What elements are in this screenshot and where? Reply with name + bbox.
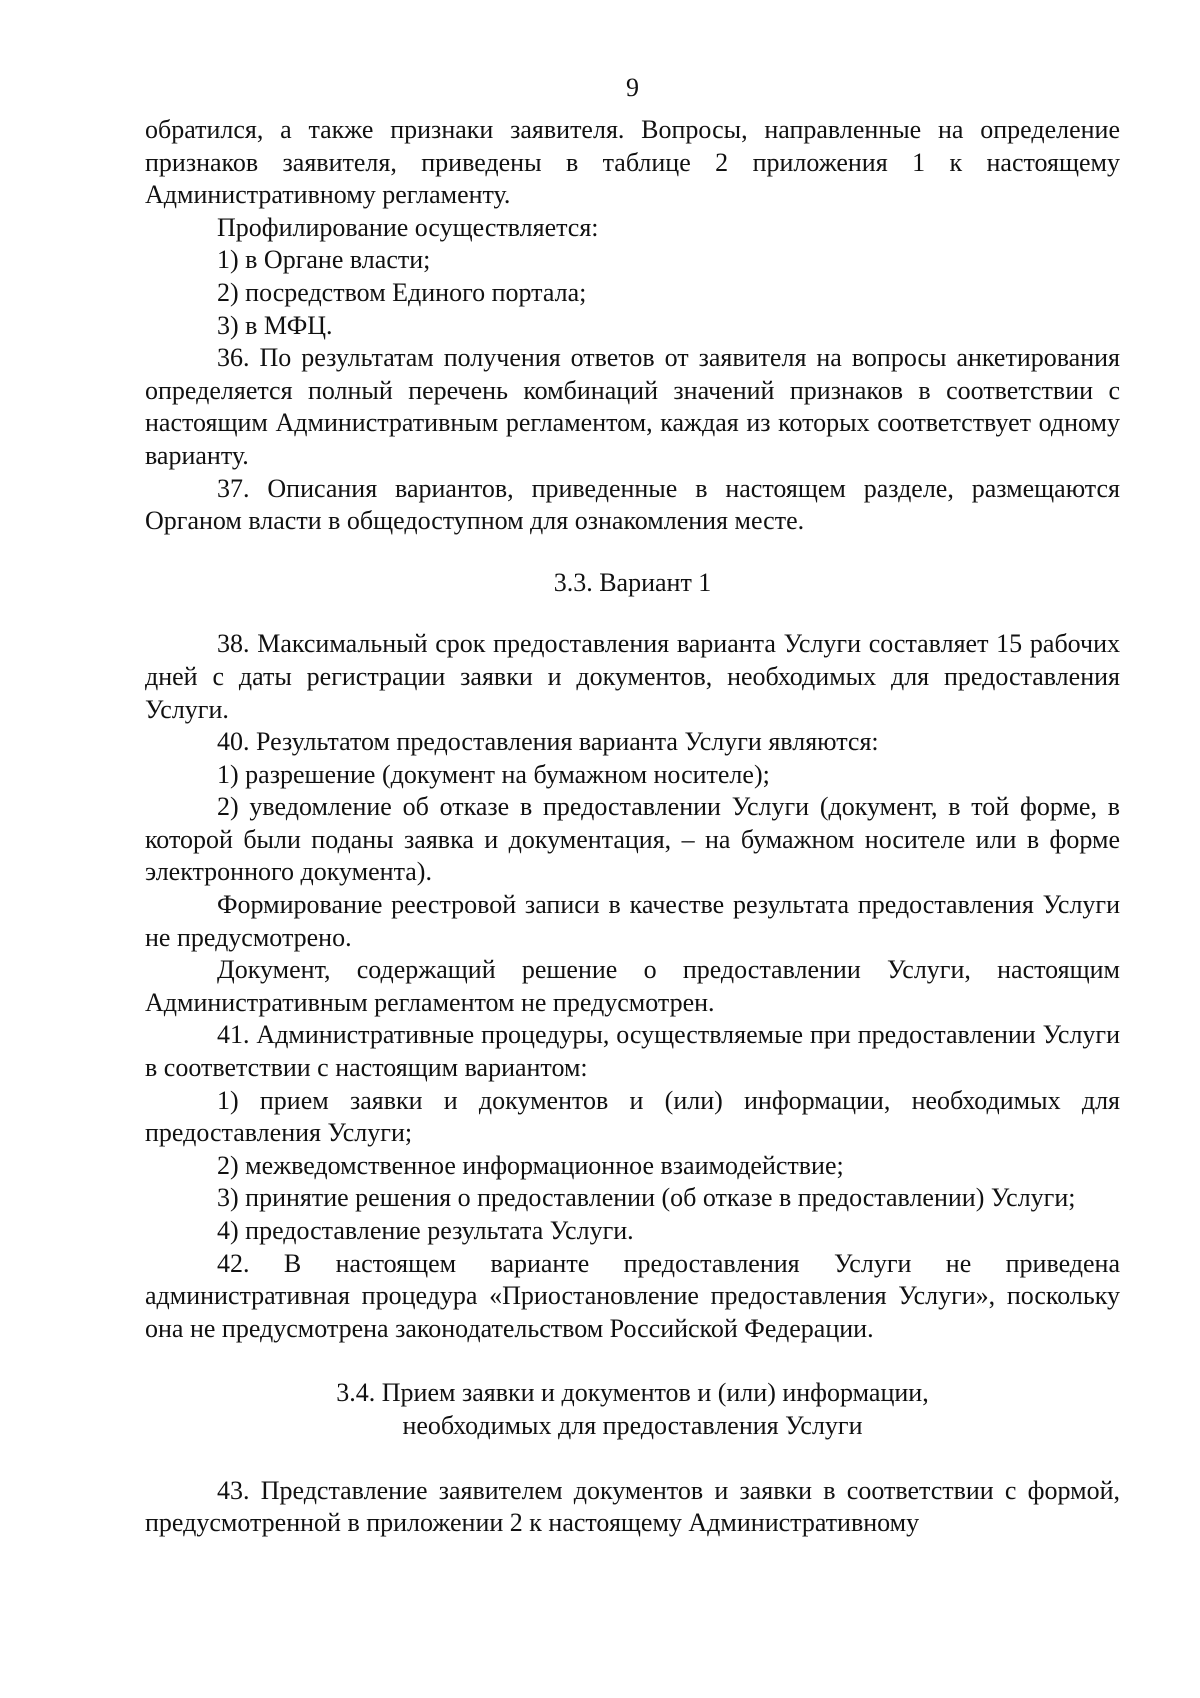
paragraph-profiling: Профилирование осуществляется: [217, 212, 599, 242]
paragraph-41: 41. Административные процедуры, осуществляемые при предоставлении Услуги в соответствии с настоящим вариантом: [145, 1020, 1120, 1083]
section-heading-3-3: 3.3. Вариант 1 [553, 567, 712, 597]
paragraph-43: 43. Представление заявителем документов и заявки в соответствии с формой, предусмотренной в приложении 2 к настоящему Административному [145, 1475, 1120, 1538]
paragraph-40: 40. Результатом предоставления варианта Услуги являются: [217, 727, 879, 757]
paragraph-42: 42. В настоящем варианте предоставления Услуги не приведена административная процедура «Приостановление предоставления Услуги», поскольку она не предусмотрена законодательством Российской Федерации. [145, 1248, 1120, 1343]
document-page [145, 70, 1120, 1540]
list-item: 3) принятие решения о предоставлении (об отказе в предоставлении) Услуги; [217, 1183, 1076, 1213]
paragraph-38: 38. Максимальный срок предоставления варианта Услуги составляет 15 рабочих дней с даты регистрации заявки и документов, необходимых для предоставления Услуги. [145, 629, 1120, 724]
list-item: 3) в МФЦ. [217, 310, 333, 340]
paragraph-decision-document: Документ, содержащий решение о предоставлении Услуги, настоящим Административным регламентом не предусмотрен. [145, 955, 1120, 1017]
paragraph-36: 36. По результатам получения ответов от заявителя на вопросы анкетирования определяется полный перечень комбинаций значений признаков в соответствии с настоящим Административным регламентом, каждая из которых соответствует одному варианту. [145, 343, 1120, 470]
list-item: 2) межведомственное информационное взаимодействие; [217, 1150, 844, 1180]
page-number: 9 [626, 73, 639, 102]
paragraph-registry-record: Формирование реестровой записи в качестве результата предоставления Услуги не предусмотрено. [145, 890, 1120, 952]
paragraph-37: 37. Описания вариантов, приведенные в настоящем разделе, размещаются Органом власти в общедоступном для ознакомления месте. [145, 473, 1120, 536]
section-heading-3-4-line-2: необходимых для предоставления Услуги [402, 1410, 863, 1440]
list-item: 1) разрешение (документ на бумажном носителе); [217, 759, 770, 789]
list-item: 2) уведомление об отказе в предоставлении Услуги (документ, в той форме, в которой были поданы заявка и документация, – на бумажном носителе или в форме электронного документа). [145, 792, 1120, 887]
paragraph-continuation: обратился, а также признаки заявителя. Вопросы, направленные на определение признаков заявителя, приведены в таблице 2 приложения 1 к настоящему Административному регламенту. [145, 115, 1120, 210]
list-item: 4) предоставление результата Услуги. [217, 1216, 634, 1245]
list-item: 2) посредством Единого портала; [217, 277, 587, 307]
list-item: 1) в Органе власти; [217, 245, 431, 275]
section-heading-3-4-line-1: 3.4. Прием заявки и документов и (или) информации, [336, 1378, 929, 1408]
list-item: 1) прием заявки и документов и (или) информации, необходимых для предоставления Услуги; [145, 1085, 1120, 1148]
